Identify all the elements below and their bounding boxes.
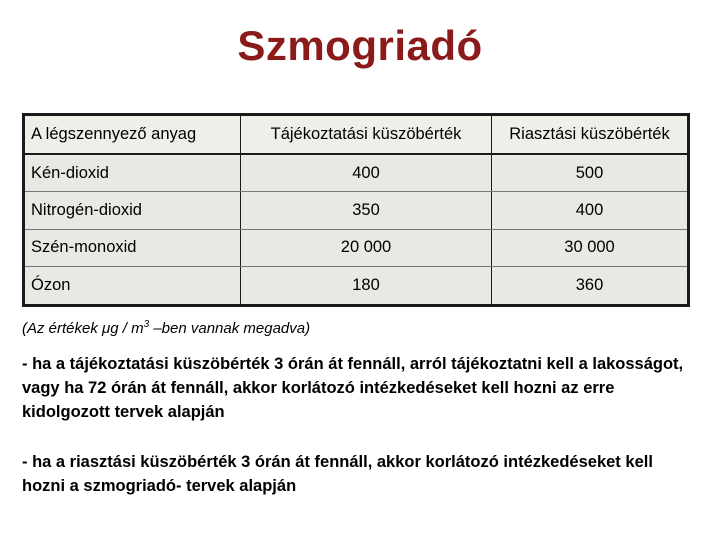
header-alert-threshold: Riasztási küszöbérték	[492, 115, 689, 155]
page-title: Szmogriadó	[237, 22, 483, 69]
units-note-suffix: –ben vannak megadva)	[149, 320, 311, 337]
units-note	[22, 319, 310, 337]
alert-threshold-value: 400	[492, 192, 689, 229]
units-note-superscript: 3	[143, 319, 150, 330]
table-header-row	[24, 115, 689, 155]
header-information-threshold: Tájékoztatási küszöbérték	[241, 115, 492, 155]
alert-threshold-rule: - ha a riasztási küszöbérték 3 órán át fennáll, akkor korlátozó intézkedéseket kell hozni a szmogriadó- tervek alapján	[22, 453, 653, 495]
information-threshold-value: 180	[241, 267, 492, 305]
table-row	[24, 154, 689, 192]
pollutant-name: Kén-dioxid	[24, 154, 241, 192]
table-row	[24, 229, 689, 266]
alert-threshold-value: 500	[492, 154, 689, 192]
pollutant-name: Szén-monoxid	[24, 229, 241, 266]
alert-threshold-value: 30 000	[492, 229, 689, 266]
alert-threshold-value: 360	[492, 267, 689, 305]
pollutant-threshold-table	[22, 113, 690, 307]
information-threshold-value: 20 000	[241, 229, 492, 266]
information-threshold-value: 400	[241, 154, 492, 192]
pollutant-name: Ózon	[24, 267, 241, 305]
table-row	[24, 192, 689, 229]
header-pollutant: A légszennyező anyag	[24, 115, 241, 155]
pollutant-name: Nitrogén-dioxid	[24, 192, 241, 229]
information-threshold-value: 350	[241, 192, 492, 229]
units-note-prefix: (Az értékek μg / m	[22, 320, 144, 337]
table-row	[24, 267, 689, 305]
information-threshold-rule: - ha a tájékoztatási küszöbérték 3 órán át fennáll, arról tájékoztatni kell a lakosságot, vagy ha 72 órán át fennáll, akkor korlátozó intézkedéseket kell hozni az erre kidolgozott tervek alapján	[22, 355, 684, 421]
